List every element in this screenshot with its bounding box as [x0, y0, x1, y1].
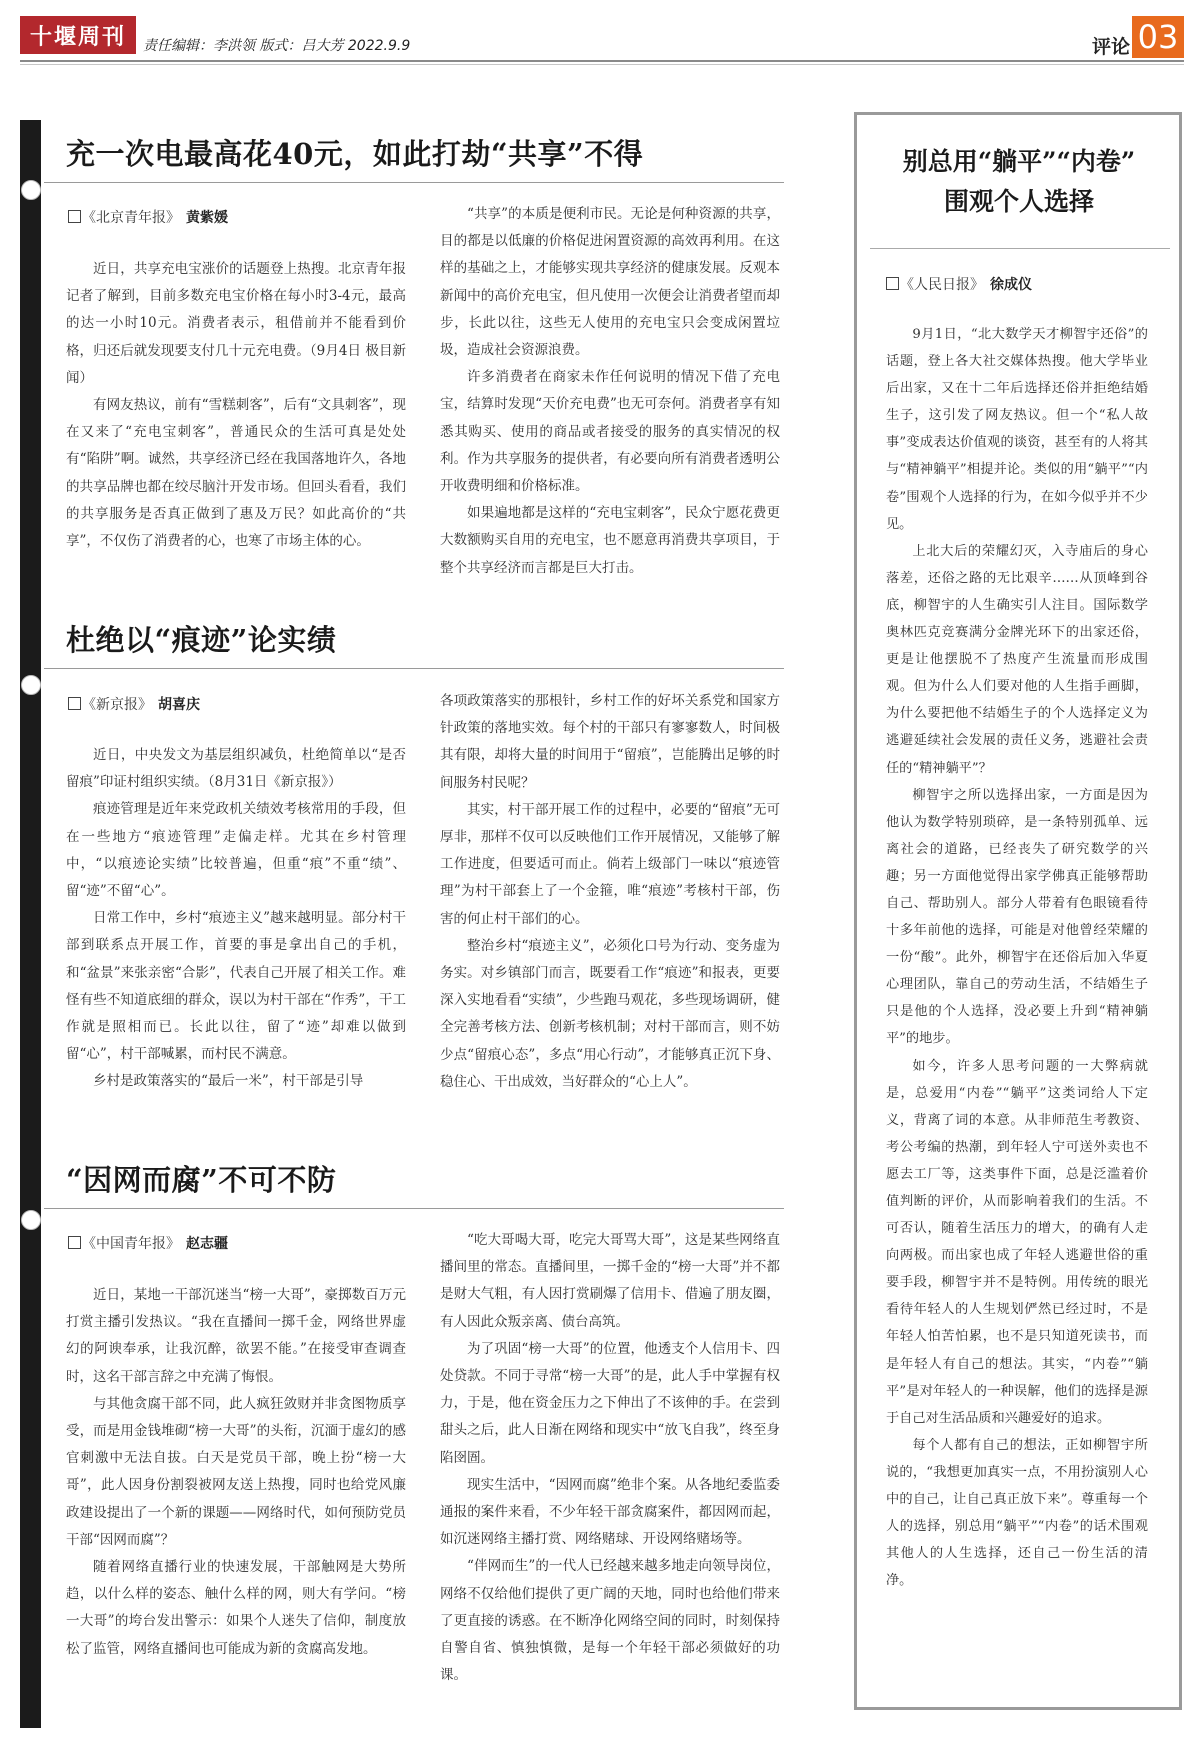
paragraph: “吃大哥喝大哥，吃完大哥骂大哥”，这是某些网络直播间里的常态。直播间里，一掷千金的“榜一大哥”并不都是财大气粗，有人因打赏刷爆了信用卡、借遍了朋友圈，有人因此众叛亲离、债台高筑。 [440, 1232, 780, 1330]
sidebar-column [886, 321, 1148, 1594]
author: 胡喜庆 [158, 697, 200, 713]
paragraph: 上北大后的荣耀幻灭，入寺庙后的身心落差，还俗之路的无比艰辛……从顶峰到谷底，柳智宇的人生确实引人注目。国际数学奥林匹克竞赛满分金牌光环下的出家还俗，更是让他摆脱不了热度产生流量而形成围观。但为什么人们要对他的人生指手画脚，为什么要把他不结婚生子的个人选择定义为逃避延续社会发展的责任义务，逃避社会责任的“精神躺平”？ [886, 543, 1148, 776]
article-column [440, 201, 780, 582]
article-column [66, 256, 406, 555]
byline [68, 1233, 228, 1253]
bullet-dot [21, 1210, 41, 1230]
paragraph: 整治乡村“痕迹主义”，必须化口号为行动、变务虚为务实。对乡镇部门而言，既要看工作“痕迹”和报表，更要深入实地看看“实绩”，少些跑马观花，多些现场调研，健全完善考核方法、创新考核机制；对村干部而言，则不妨少点“留痕心态”，多点“用心行动”，才能够真正沉下身、稳住心、干出成效，当好群众的“心上人”。 [440, 937, 780, 1090]
article-column [440, 688, 780, 1096]
paragraph: 日常工作中，乡村“痕迹主义”越来越明显。部分村干部到联系点开展工作，首要的事是拿出自己的手机，和“盆景”来张亲密“合影”，代表自己开展了相关工作。难怪有些不知道底细的群众，误以为村干部在“作秀”，干工作就是照相而已。长此以往，留了“迹”却难以做到留“心”，村干部喊累，而村民不满意。 [66, 910, 406, 1063]
byline [68, 694, 200, 714]
paragraph: 9月1日，“北大数学天才柳智宇还俗”的话题，登上各大社交媒体热搜。他大学毕业后出家，又在十二年后选择还俗并拒绝结婚生子，这引发了网友热议。但一个“私人故事”变成表达价值观的谈资，甚至有的人将其与“精神躺平”相提并论。类似的用“躺平”“内卷”围观个人选择的行为，在如今似乎并不少见。 [886, 327, 1148, 532]
article-column [66, 1282, 406, 1663]
paragraph: 其实，村干部开展工作的过程中，必要的“留痕”无可厚非，那样不仅可以反映他们工作开展情况，又能够了解工作进度，但要适可而止。倘若上级部门一味以“痕迹管理”为村干部套上了一个金箍，唯“痕迹”考核村干部，伤害的何止村干部们的心。 [440, 801, 780, 927]
editor-info: 责任编辑：李洪领 版式：吕大芳 2022.9.9 [143, 38, 411, 54]
box-icon [68, 210, 81, 223]
article-column [440, 1227, 780, 1689]
article-title: 充一次电最高花40元，如此打劫“共享”不得 [66, 137, 644, 171]
paragraph: “共享”的本质是便利市民。无论是何种资源的共享，目的都是以低廉的价格促进闲置资源的高效再利用。在这样的基础之上，才能够实现共享经济的健康发展。反观本新闻中的高价充电宝，但凡使用一次便会让消费者望而却步，长此以往，这些无人使用的充电宝只会变成闲置垃圾，造成社会资源浪费。 [440, 206, 780, 359]
paragraph: “伴网而生”的一代人已经越来越多地走向领导岗位，网络不仅给他们提供了更广阔的天地，同时也给他们带来了更直接的诱惑。在不断净化网络空间的同时，时刻保持自警自省、慎独慎微，是每一个年轻干部必须做好的功课。 [440, 1558, 780, 1684]
source: 《北京青年报》 [82, 210, 180, 226]
header-rule [20, 60, 1184, 62]
header-rule-thin [20, 64, 1184, 65]
sidebar-byline [886, 274, 1032, 294]
box-icon [68, 1236, 81, 1249]
source: 《中国青年报》 [82, 1236, 180, 1252]
sidebar-title-line2: 围观个人选择 [943, 187, 1094, 216]
paragraph: 随着网络直播行业的快速发展，干部触网是大势所趋，以什么样的姿态、触什么样的网，则大有学问。“榜一大哥”的垮台发出警示：如果个人迷失了信仰，制度放松了监管，网络直播间也可能成为新的贪腐高发地。 [66, 1559, 406, 1657]
paragraph: 如果遍地都是这样的“充电宝刺客”，民众宁愿花费更大数额购买自用的充电宝，也不愿意再消费共享项目，于整个共享经济而言都是巨大打击。 [440, 505, 780, 576]
paragraph: 近日，某地一干部沉迷当“榜一大哥”，豪掷数百万元打赏主播引发热议。“我在直播间一掷千金，网络世界虚幻的阿谀奉承，让我沉醉，欲罢不能。”在接受审查调查时，这名干部言辞之中充满了悔恨。 [66, 1287, 406, 1385]
author: 黄紫媛 [186, 210, 228, 226]
paragraph: 近日，中央发文为基层组织减负，杜绝简单以“是否留痕”印证村组织实绩。（8月31日《新京报》） [66, 747, 406, 791]
newspaper-logo: 十堰周刊 [20, 16, 136, 54]
title-rule [44, 668, 784, 669]
box-icon [886, 277, 899, 290]
paragraph: 痕迹管理是近年来党政机关绩效考核常用的手段，但在一些地方“痕迹管理”走偏走样。尤其在乡村管理中，“以痕迹论实绩”比较普遍，但重“痕”不重“绩”、留“迹”不留“心”。 [66, 801, 406, 900]
article-title: 杜绝以“痕迹”论实绩 [66, 623, 337, 657]
paragraph: 各项政策落实的那根针，乡村工作的好坏关系党和国家方针政策的落地实效。每个村的干部只有寥寥数人，时间极其有限，却将大量的时间用于“留痕”，岂能腾出足够的时间服务村民呢？ [440, 693, 780, 791]
title-rule [44, 1208, 784, 1209]
left-accent-bar [20, 120, 41, 1728]
bullet-dot [21, 180, 41, 200]
sidebar-rule [870, 248, 1170, 249]
paragraph: 柳智宇之所以选择出家，一方面是因为他认为数学特别琐碎，是一条特别孤单、远离社会的道路，已经丧失了研究数学的兴趣；另一方面他觉得出家学佛真正能够帮助自己、帮助别人。部分人带着有色眼镜看待十多年前他的选择，可能是对他曾经荣耀的一份“酸”。此外，柳智宇在还俗后加入华夏心理团队，靠自己的劳动生活，不结婚生子只是他的个人选择，没必要上升到“精神躺平”的地步。 [886, 787, 1148, 1047]
sidebar-title-line1: 别总用“躺平”“内卷” [902, 147, 1136, 176]
author: 赵志疆 [186, 1236, 228, 1252]
source: 《新京报》 [82, 697, 152, 713]
paragraph: 乡村是政策落实的“最后一米”，村干部是引导 [93, 1073, 364, 1090]
paragraph: 为了巩固“榜一大哥”的位置，他透支个人信用卡、四处贷款。不同于寻常“榜一大哥”的是，此人手中掌握有权力，于是，他在资金压力之下伸出了不该伸的手。在尝到甜头之后，此人日渐在网络和现实中“放飞自我”，终至身陷囹圄。 [440, 1340, 780, 1466]
paragraph: 有网友热议，前有“雪糕刺客”，后有“文具刺客”，现在又来了“充电宝刺客”，普通民众的生活可真是处处有“陷阱”啊。诚然，共享经济已经在我国落地许久，各地的共享品牌也都在绞尽脑汁开发市场。但回头看看，我们的共享服务是否真正做到了惠及万民？如此高价的“共享”，不仅伤了消费者的心，也寒了市场主体的心。 [66, 397, 406, 550]
article-title: “因网而腐”不可不防 [66, 1163, 337, 1197]
paragraph: 现实生活中，“因网而腐”绝非个案。从各地纪委监委通报的案件来看，不少年轻干部贪腐案件，都因网而起，如沉迷网络主播打赏、网络赌球、开设网络赌场等。 [440, 1476, 780, 1548]
paragraph: 许多消费者在商家未作任何说明的情况下借了充电宝，结算时发现“天价充电费”也无可奈何。消费者享有知悉其购买、使用的商品或者接受的服务的真实情况的权利。作为共享服务的提供者，有必要向所有消费者透明公开收费明细和价格标准。 [440, 369, 780, 495]
paragraph: 与其他贪腐干部不同，此人疯狂敛财并非贪图物质享受，而是用金钱堆砌“榜一大哥”的头衔，沉湎于虚幻的感官刺激中无法自拔。白天是党员干部，晚上扮“榜一大哥”，此人因身份割裂被网友送上热搜，同时也给党风廉政建设提出了一个新的课题——网络时代，如何预防党员干部“因网而腐”？ [66, 1395, 406, 1548]
author: 徐成仪 [990, 277, 1032, 293]
byline [68, 207, 228, 227]
article-column [66, 742, 406, 1096]
box-icon [68, 697, 81, 710]
page-number-badge: 03 [1132, 16, 1184, 58]
section-label: 评论 [1091, 36, 1130, 58]
paragraph: 近日，共享充电宝涨价的话题登上热搜。北京青年报记者了解到，目前多数充电宝价格在每小时3-4元，最高的达一小时10元。消费者表示，租借前并不能看到价格，归还后就发现要支付几十元充电费。（9月4日 极目新闻） [66, 261, 406, 386]
source: 《人民日报》 [900, 277, 984, 293]
title-rule [44, 182, 784, 183]
paragraph: 如今，许多人思考问题的一大弊病就是，总爱用“内卷”“躺平”这类词给人下定义，背离了词的本意。从非师范生考教资、考公考编的热潮，到年轻人宁可送外卖也不愿去工厂等，这类事件下面，总是泛滥着价值判断的评价，从而影响着我们的生活。不可否认，随着生活压力的增大，的确有人走向两极。而出家也成了年轻人逃避世俗的重要手段，柳智宇并不是特例。用传统的眼光看待年轻人的人生规划俨然已经过时，不是年轻人怕苦怕累，也不是只知道死读书，而是年轻人有自己的想法。其实，“内卷”“躺平”是对年轻人的一种误解，他们的选择是源于自己对生活品质和兴趣爱好的追求。 [886, 1058, 1148, 1426]
paragraph: 每个人都有自己的想法，正如柳智宇所说的，“我想更加真实一点，不用扮演别人心中的自己，让自己真正放下来”。尊重每一个人的选择，别总用“躺平”“内卷”的话术围观其他人的人生选择，还自己一份生活的清净。 [886, 1437, 1148, 1589]
bullet-dot [21, 675, 41, 695]
